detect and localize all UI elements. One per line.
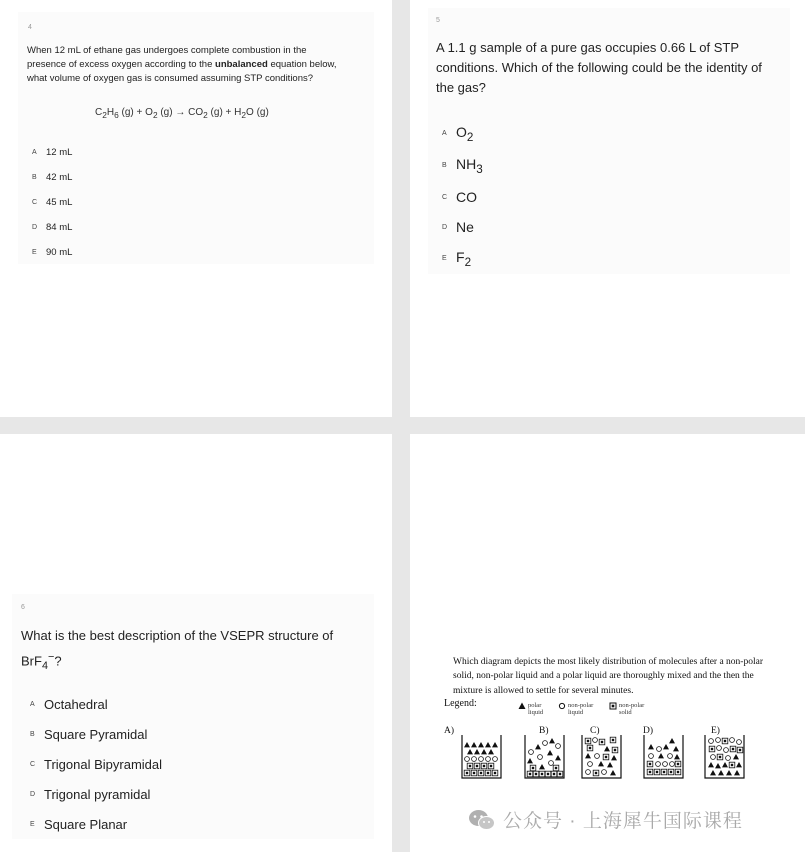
option-a[interactable]: A Octahedral <box>30 697 108 712</box>
option-d[interactable]: D Ne <box>442 219 474 235</box>
diagram-label-c: C) <box>590 726 600 736</box>
question-text: Which diagram depicts the most likely distribution of molecules after a non-polar solid, non-polar liquid and a polar liquid are thoroughly mixed and the then the mixture is allowed to settle for several minutes. <box>453 657 763 696</box>
page-question-6 <box>0 434 392 852</box>
question-number: 5 <box>436 17 440 24</box>
question-text <box>27 44 347 85</box>
wechat-icon <box>468 809 496 831</box>
option-c[interactable]: C CO <box>442 189 477 205</box>
option-text: 42 mL <box>46 172 73 183</box>
beaker-b <box>525 735 564 778</box>
question-text: What is the best description of the VSEPR structure of BrF$_4$−? <box>21 628 334 672</box>
chemical-equation: $C_2H_6$ $(g) + O_2$ $(g) \to CO_2$ $(g) + H_2O$ (g) <box>95 107 269 120</box>
option-b[interactable]: B 42 mL <box>32 172 73 183</box>
option-text: $F_2$ <box>456 249 472 269</box>
watermark-text: 公众号 · 上海犀牛国际课程 <box>503 811 743 832</box>
question-text-part: When 12 mL of ethane gas undergoes complete combustion in the presence of excess oxygen according to the <box>27 45 307 70</box>
option-text: 84 mL <box>46 222 73 233</box>
legend-item-nonpolar-solid: non-polar solid <box>619 702 645 716</box>
diagram-label-b: B) <box>539 726 549 736</box>
option-d[interactable]: D Trigonal pyramidal <box>30 787 151 802</box>
page-question-5 <box>410 0 805 417</box>
option-b[interactable]: B Square Pyramidal <box>30 727 148 742</box>
beaker-a <box>462 735 501 778</box>
page-question-7 <box>410 434 805 852</box>
option-text: Square Planar <box>44 817 128 832</box>
option-b[interactable]: B $NH_3$ <box>442 156 483 176</box>
option-c[interactable]: C Trigonal Bipyramidal <box>30 757 163 772</box>
beaker-c <box>582 735 621 778</box>
page-question-4 <box>0 0 392 417</box>
option-d[interactable]: D 84 mL <box>32 222 73 233</box>
legend-label: Legend: <box>444 698 477 709</box>
beaker-diagrams <box>410 434 805 852</box>
diagram-label-a: A) <box>444 726 455 736</box>
legend-item-nonpolar-liquid: non-polar liquid <box>568 702 594 716</box>
option-e[interactable]: E Square Planar <box>30 817 128 832</box>
legend-item-polar-liquid: polar liquid <box>528 702 544 716</box>
option-text: Trigonal pyramidal <box>44 787 151 802</box>
option-text: 45 mL <box>46 197 73 208</box>
option-text: CO <box>456 189 477 205</box>
option-text: Square Pyramidal <box>44 727 148 742</box>
option-text: 12 mL <box>46 147 73 158</box>
beaker-e <box>705 735 744 778</box>
option-text: $O_2$ <box>456 124 474 144</box>
diagram-label-d: D) <box>643 726 654 736</box>
question-text: A 1.1 g sample of a pure gas occupies 0.66 L of STP conditions. Which of the following could be the identity of the gas? <box>436 40 762 96</box>
option-e[interactable]: E $F_2$ <box>442 249 472 269</box>
question-number: 6 <box>21 604 25 611</box>
option-text: Octahedral <box>44 697 108 712</box>
watermark <box>468 806 743 833</box>
option-text: $NH_3$ <box>456 156 483 176</box>
option-text: Ne <box>456 219 474 235</box>
option-a[interactable]: A 12 mL <box>32 147 73 158</box>
option-c[interactable]: C 45 mL <box>32 197 73 208</box>
option-e[interactable]: E 90 mL <box>32 247 73 258</box>
option-text: Trigonal Bipyramidal <box>44 757 163 772</box>
beaker-d <box>644 735 683 778</box>
question-number: 4 <box>28 24 32 31</box>
question-text-part: equation below, what volume of oxygen gas is consumed assuming STP conditions? <box>27 58 337 84</box>
diagram-label-e: E) <box>711 726 720 736</box>
option-a[interactable]: A $O_2$ <box>442 124 474 144</box>
option-text: 90 mL <box>46 247 73 258</box>
question-text-bold: unbalanced <box>215 58 268 70</box>
